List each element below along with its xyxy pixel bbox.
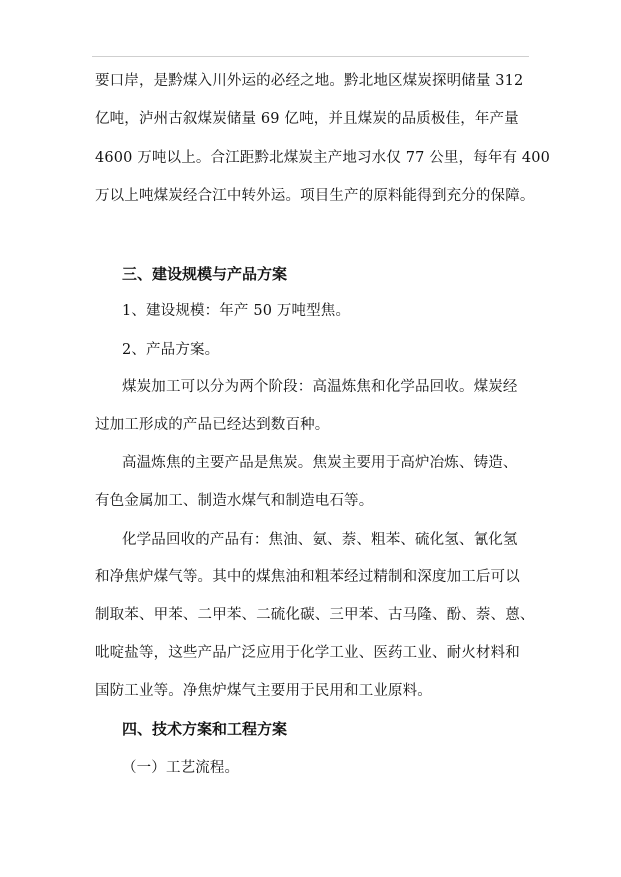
section-heading-3: 三、建设规模与产品方案	[122, 265, 288, 283]
paragraph-line: 和净焦炉煤气等。其中的煤焦油和粗苯经过精制和深度加工后可以	[95, 569, 520, 585]
paragraph-line: 有色金属加工、制造水煤气和制造电石等。	[95, 493, 374, 509]
body-line: 要口岸，是黔煤入川外运的必经之地。黔北地区煤炭探明储量 312	[95, 73, 524, 89]
list-item-1: 1、建设规模：年产 50 万吨型焦。	[122, 303, 351, 319]
paragraph-line: 吡啶盐等，这些产品广泛应用于化学工业、医药工业、耐火材料和	[95, 645, 520, 661]
body-line: 4600 万吨以上。合江距黔北煤炭主产地习水仅 77 公里，每年有 400	[95, 150, 551, 166]
paragraph-line: 高温炼焦的主要产品是焦炭。焦炭主要用于高炉冶炼、铸造、	[122, 455, 518, 471]
body-line: 亿吨，泸州古叙煤炭储量 69 亿吨，并且煤炭的品质极佳，年产量	[95, 111, 519, 127]
paragraph-line: 化学品回收的产品有：焦油、氨、萘、粗苯、硫化氢、氰化氢	[122, 532, 518, 548]
list-item-2: 2、产品方案。	[122, 342, 220, 358]
header-rule	[92, 56, 529, 57]
subsection-heading: （一）工艺流程。	[122, 760, 240, 776]
paragraph-line: 煤炭加工可以分为两个阶段：高温炼焦和化学品回收。煤炭经	[122, 379, 518, 395]
paragraph-line: 制取苯、甲苯、二甲苯、二硫化碳、三甲苯、古马隆、酚、萘、蒽、	[95, 607, 535, 623]
body-line: 万以上吨煤炭经合江中转外运。项目生产的原料能得到充分的保障。	[95, 188, 535, 204]
paragraph-line: 国防工业等。净焦炉煤气主要用于民用和工业原料。	[95, 683, 432, 699]
paragraph-line: 过加工形成的产品已经达到数百种。	[95, 417, 330, 433]
section-heading-4: 四、技术方案和工程方案	[122, 720, 288, 738]
